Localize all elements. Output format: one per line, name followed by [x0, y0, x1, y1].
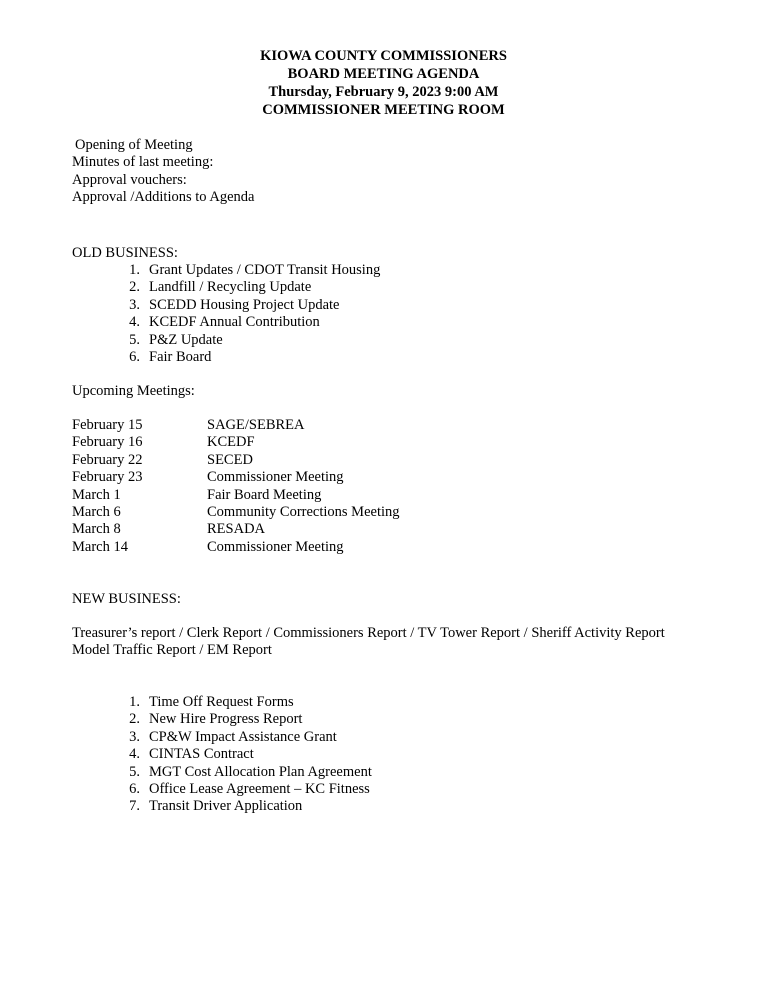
list-number: 3. [129, 296, 140, 313]
list-number: 7. [129, 798, 140, 815]
meeting-date: February 22 [72, 451, 143, 468]
meeting-date: February 23 [72, 469, 143, 486]
meeting-date: February 16 [72, 434, 143, 451]
list-text: P&Z Update [149, 331, 223, 348]
list-item [112, 314, 380, 331]
meeting-date: March 1 [72, 486, 121, 503]
list-number: 1. [129, 262, 140, 278]
list-number: 4. [129, 314, 140, 331]
meeting-row [72, 521, 400, 538]
opening-section [72, 137, 254, 207]
list-item [112, 746, 372, 763]
upcoming-meetings-table [72, 417, 400, 556]
meeting-name: Fair Board Meeting [207, 486, 322, 503]
list-item [112, 262, 380, 279]
list-text: CP&W Impact Assistance Grant [149, 728, 337, 745]
meeting-row [72, 469, 400, 486]
list-number: 6. [129, 780, 140, 797]
old-business-list [112, 262, 380, 366]
meeting-name: Commissioner Meeting [207, 538, 344, 555]
list-text: Transit Driver Application [149, 798, 303, 815]
list-item [112, 781, 372, 798]
list-item [112, 279, 380, 296]
agenda-header [0, 47, 767, 119]
list-item [112, 297, 380, 314]
new-business-heading: NEW BUSINESS: [72, 591, 181, 607]
reports-line: Treasurer’s report / Clerk Report / Commissioners Report / TV Tower Report / Sheriff Activity Report [72, 625, 665, 641]
list-text: MGT Cost Allocation Plan Agreement [149, 763, 372, 780]
list-item [112, 349, 380, 366]
list-number: 1. [129, 694, 140, 710]
meeting-row [72, 434, 400, 451]
list-item [112, 694, 372, 711]
header-title: KIOWA COUNTY COMMISSIONERS [260, 48, 507, 64]
opening-item: Minutes of last meeting: [72, 154, 214, 171]
meeting-name: Community Corrections Meeting [207, 503, 400, 520]
meeting-date: February 15 [72, 417, 143, 433]
list-number: 2. [129, 711, 140, 728]
list-number: 2. [129, 279, 140, 296]
list-item [112, 729, 372, 746]
list-number: 3. [129, 728, 140, 745]
meeting-date: March 8 [72, 521, 121, 538]
meeting-name: RESADA [207, 521, 266, 538]
list-text: Time Off Request Forms [149, 694, 294, 710]
list-number: 5. [129, 331, 140, 348]
header-location: COMMISSIONER MEETING ROOM [262, 102, 505, 118]
list-text: SCEDD Housing Project Update [149, 296, 340, 313]
old-business-heading: OLD BUSINESS: [72, 245, 178, 261]
meeting-row [72, 417, 400, 434]
header-date: Thursday, February 9, 2023 9:00 AM [268, 84, 499, 100]
list-item [112, 332, 380, 349]
meeting-date: March 14 [72, 538, 128, 555]
new-business-list [112, 694, 372, 816]
list-number: 6. [129, 348, 140, 365]
meeting-date: March 6 [72, 503, 121, 520]
reports-section [72, 625, 752, 660]
meeting-row [72, 487, 400, 504]
meeting-row [72, 452, 400, 469]
list-number: 4. [129, 746, 140, 763]
list-text: Fair Board [149, 348, 212, 365]
meeting-name: KCEDF [207, 434, 255, 451]
meeting-name: Commissioner Meeting [207, 469, 344, 486]
meeting-row [72, 539, 400, 556]
meeting-row [72, 504, 400, 521]
list-text: Grant Updates / CDOT Transit Housing [149, 262, 381, 278]
list-text: KCEDF Annual Contribution [149, 314, 320, 331]
list-text: CINTAS Contract [149, 746, 254, 763]
list-text: Landfill / Recycling Update [149, 279, 312, 296]
list-item [112, 764, 372, 781]
list-item [112, 798, 372, 815]
opening-item: Opening of Meeting [75, 137, 193, 153]
list-text: New Hire Progress Report [149, 711, 303, 728]
list-number: 5. [129, 763, 140, 780]
meeting-name: SECED [207, 451, 253, 468]
opening-item: Approval /Additions to Agenda [72, 189, 255, 206]
list-text: Office Lease Agreement – KC Fitness [149, 780, 370, 797]
list-item [112, 711, 372, 728]
reports-line: Model Traffic Report / EM Report [72, 642, 272, 659]
meeting-name: SAGE/SEBREA [207, 417, 305, 433]
upcoming-meetings-heading: Upcoming Meetings: [72, 383, 195, 399]
opening-item: Approval vouchers: [72, 171, 187, 188]
header-subtitle: BOARD MEETING AGENDA [287, 66, 480, 82]
